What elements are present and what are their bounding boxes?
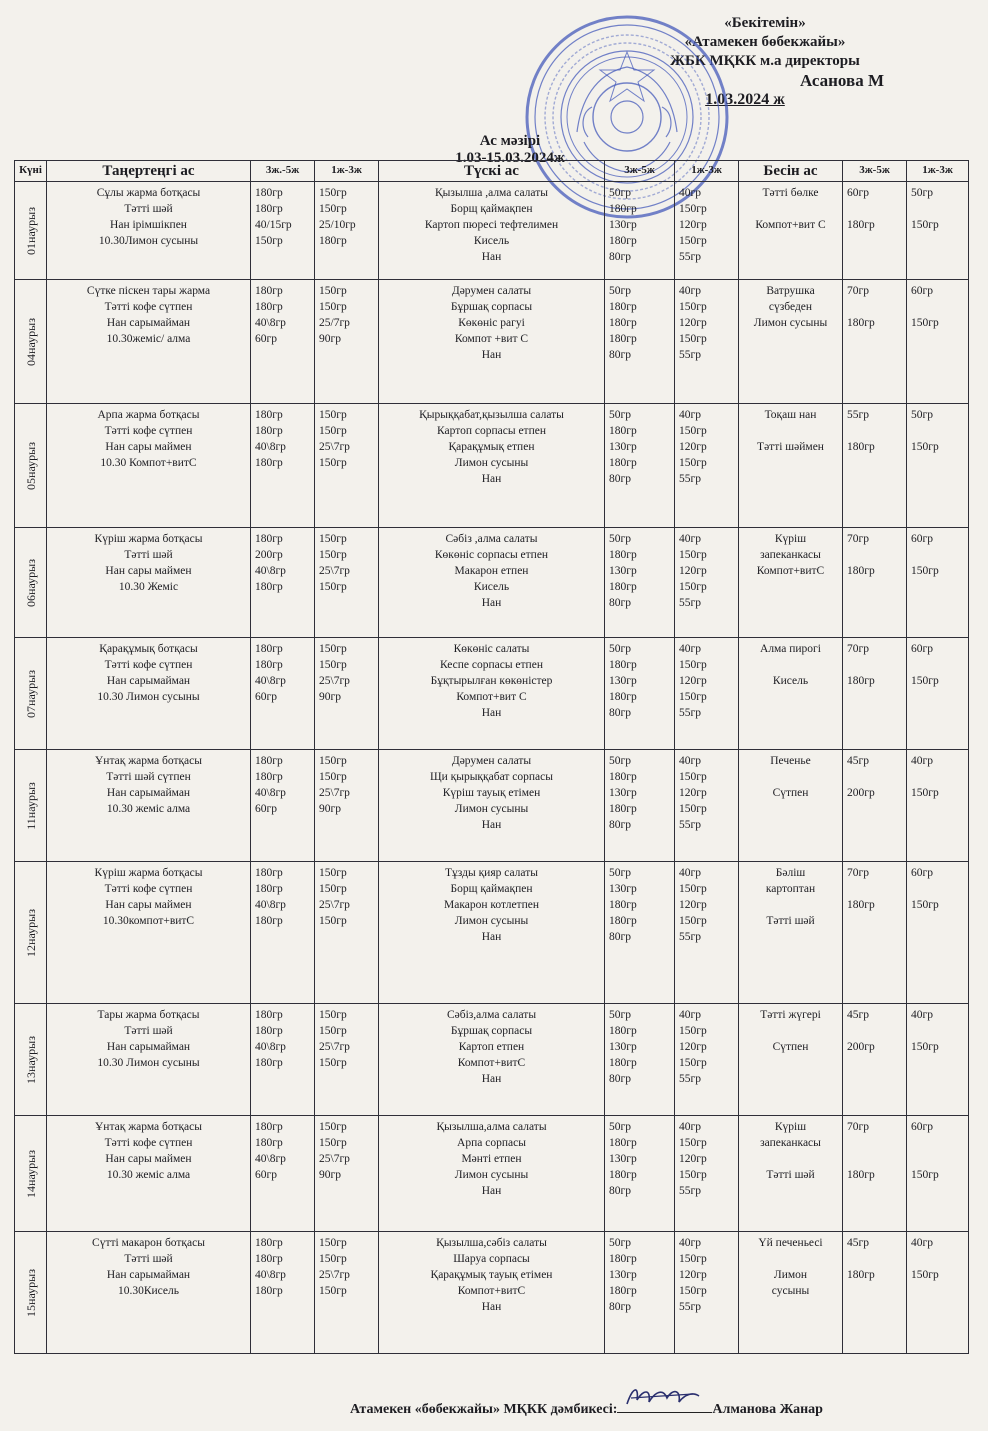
day-label: 04наурыз [23,317,38,366]
breakfast-qty-b: 150гр 150гр 25/7гр 90гр [315,280,379,404]
approval-line-1: «Бекітемін» [724,15,806,31]
breakfast-cell: Сүтке піскен тары жарма Тәтті кофе сүтпен Нан сарымайман 10.30жеміс/ алма [47,280,251,404]
lunch-cell: Қырыққабат,қызылша салаты Картоп сорпасы етпен Қарақұмық етпен Лимон сусыны Нан [379,404,605,528]
header-breakfast: Таңертеңгі ас [47,161,251,182]
header-row [15,161,969,182]
breakfast-qty-a: 180гр 180гр 40/15гр 150гр [251,182,315,280]
breakfast-qty-a: 180гр 180гр 40\8гр 180гр [251,1232,315,1354]
lunch-qty-b: 40гр 150гр 120гр 150гр 55гр [675,528,739,638]
snack-qty-b: 60гр 150гр [907,280,969,404]
lunch-cell: Сәбіз ,алма салаты Көкөніс сорпасы етпен Макарон етпен Кисель Нан [379,528,605,638]
breakfast-qty-a: 180гр 180гр 40\8гр 60гр [251,638,315,750]
lunch-qty-a: 50гр 180гр 130гр 180гр 80гр [605,528,675,638]
breakfast-cell: Күріш жарма ботқасы Тәтті шәй Нан сары маймен 10.30 Жеміс [47,528,251,638]
snack-qty-a: 45гр 200гр [843,1004,907,1116]
snack-cell: Күріш запеканкасы Тәтті шәй [739,1116,843,1232]
breakfast-qty-b: 150гр 150гр 25/10гр 180гр [315,182,379,280]
breakfast-qty-a: 180гр 180гр 40\8гр 60гр [251,280,315,404]
lunch-cell: Дәрумен салаты Бұршақ сорпасы Көкөніс рагуі Компот +вит С Нан [379,280,605,404]
footer-org: Атамекен «бөбекжайы» МҚКК дәмбикесі: [350,1402,618,1417]
table-row [15,528,969,638]
day-label: 13наурыз [23,1035,38,1084]
day-label: 01наурыз [23,206,38,255]
snack-qty-b: 40гр 150гр [907,750,969,862]
breakfast-qty-a: 180гр 200гр 40\8гр 180гр [251,528,315,638]
lunch-cell: Сәбіз,алма салаты Бұршақ сорпасы Картоп етпен Компот+витС Нан [379,1004,605,1116]
lunch-qty-a: 50гр 180гр 130гр 180гр 80гр [605,1232,675,1354]
day-cell [15,528,47,638]
day-label: 06наурыз [23,558,38,607]
lunch-qty-b: 40гр 150гр 120гр 150гр 55гр [675,280,739,404]
breakfast-qty-a: 180гр 180гр 40\8гр 180гр [251,404,315,528]
breakfast-cell: Ұнтақ жарма ботқасы Тәтті шәй сүтпен Нан сарымайман 10.30 жеміс алма [47,750,251,862]
breakfast-cell: Қарақұмық ботқасы Тәтті кофе сүтпен Нан сарымайман 10.30 Лимон сусыны [47,638,251,750]
breakfast-qty-a: 180гр 180гр 40\8гр 60гр [251,1116,315,1232]
title-line-1: Ас мәзірі [479,133,541,149]
header-qty-f: 1ж-3ж [907,161,969,182]
lunch-qty-b: 40гр 150гр 120гр 150гр 55гр [675,404,739,528]
snack-qty-a: 70гр 180гр [843,528,907,638]
signature-line [617,1398,712,1413]
table-row [15,182,969,280]
table-row [15,404,969,528]
breakfast-qty-b: 150гр 150гр 25\7гр 90гр [315,750,379,862]
approval-name: Асанова М [800,71,884,90]
table-row [15,1232,969,1354]
table-row [15,1004,969,1116]
day-cell [15,280,47,404]
breakfast-qty-b: 150гр 150гр 25\7гр 90гр [315,638,379,750]
lunch-qty-a: 50гр 180гр 130гр 180гр 80гр [605,182,675,280]
snack-qty-b: 40гр 150гр [907,1004,969,1116]
day-label: 14наурыз [23,1149,38,1198]
footer-signature [350,1398,910,1418]
snack-qty-b: 60гр 150гр [907,1116,969,1232]
lunch-qty-a: 50гр 180гр 180гр 180гр 80гр [605,280,675,404]
header-qty-e: 3ж-5ж [843,161,907,182]
header-qty-c: 3ж-5ж [605,161,675,182]
breakfast-qty-b: 150гр 150гр 25\7гр 90гр [315,1116,379,1232]
snack-qty-a: 55гр 180гр [843,404,907,528]
snack-qty-a: 60гр 180гр [843,182,907,280]
header-qty-d: 1ж-3ж [675,161,739,182]
snack-qty-a: 70гр 180гр [843,862,907,1004]
snack-cell: Тоқаш нан Тәтті шәймен [739,404,843,528]
day-label: 12наурыз [23,908,38,957]
lunch-qty-b: 40гр 150гр 120гр 150гр 55гр [675,1116,739,1232]
snack-cell: Бәліш картоптан Тәтті шәй [739,862,843,1004]
snack-qty-a: 70гр 180гр [843,1116,907,1232]
breakfast-qty-a: 180гр 180гр 40\8гр 60гр [251,750,315,862]
breakfast-cell: Тары жарма ботқасы Тәтті шәй Нан сарымайман 10.30 Лимон сусыны [47,1004,251,1116]
approval-line-2: «Атамекен бөбекжайы» [684,34,846,50]
table-row [15,1116,969,1232]
lunch-qty-b: 40гр 150гр 120гр 150гр 55гр [675,862,739,1004]
day-cell [15,1232,47,1354]
header-day: Күні [15,161,47,182]
snack-qty-b: 60гр 150гр [907,862,969,1004]
breakfast-qty-b: 150гр 150гр 25\7гр 150гр [315,1004,379,1116]
lunch-qty-a: 50гр 130гр 180гр 180гр 80гр [605,862,675,1004]
menu-table [14,160,969,1354]
lunch-qty-a: 50гр 180гр 130гр 180гр 80гр [605,750,675,862]
lunch-cell: Қызылша ,алма салаты Борщ қаймақпен Картоп пюресі тефтелимен Кисель Нан [379,182,605,280]
snack-qty-b: 60гр 150гр [907,528,969,638]
breakfast-qty-b: 150гр 150гр 25\7гр 150гр [315,404,379,528]
day-cell [15,638,47,750]
table-row [15,862,969,1004]
breakfast-qty-b: 150гр 150гр 25\7гр 150гр [315,1232,379,1354]
snack-qty-b: 60гр 150гр [907,638,969,750]
table-row [15,750,969,862]
lunch-qty-a: 50гр 180гр 130гр 180гр 80гр [605,404,675,528]
lunch-qty-b: 40гр 150гр 120гр 150гр 55гр [675,1232,739,1354]
snack-qty-a: 45гр 200гр [843,750,907,862]
snack-qty-b: 50гр 150гр [907,404,969,528]
snack-cell: Ватрушка сүзбеден Лимон сусыны [739,280,843,404]
approval-line-3: ЖБК МҚКК м.а директоры [670,53,860,69]
snack-qty-b: 40гр 150гр [907,1232,969,1354]
breakfast-cell: Ұнтақ жарма ботқасы Тәтті кофе сүтпен Нан сары маймен 10.30 жеміс алма [47,1116,251,1232]
day-label: 11наурыз [23,781,38,830]
table-row [15,280,969,404]
lunch-qty-a: 50гр 180гр 130гр 180гр 80гр [605,638,675,750]
header-qty-b: 1ж-3ж [315,161,379,182]
snack-cell: Алма пирогі Кисель [739,638,843,750]
lunch-qty-b: 40гр 150гр 120гр 150гр 55гр [675,1004,739,1116]
snack-cell: Тәтті жүгері Сүтпен [739,1004,843,1116]
snack-cell: Күріш запеканкасы Компот+витС [739,528,843,638]
lunch-qty-b: 40гр 150гр 120гр 150гр 55гр [675,638,739,750]
lunch-cell: Көкөніс салаты Кеспе сорпасы етпен Бұқтырылған көкөністер Компот+вит С Нан [379,638,605,750]
snack-cell: Үй печеньесі Лимон сусыны [739,1232,843,1354]
breakfast-qty-a: 180гр 180гр 40\8гр 180гр [251,1004,315,1116]
breakfast-qty-b: 150гр 150гр 25\7гр 150гр [315,528,379,638]
lunch-qty-b: 40гр 150гр 120гр 150гр 55гр [675,750,739,862]
breakfast-cell: Арпа жарма ботқасы Тәтті кофе сүтпен Нан сары маймен 10.30 Компот+витС [47,404,251,528]
snack-cell: Тәтті бөлке Компот+вит С [739,182,843,280]
day-cell [15,750,47,862]
lunch-qty-a: 50гр 180гр 130гр 180гр 80гр [605,1004,675,1116]
breakfast-cell: Күріш жарма ботқасы Тәтті кофе сүтпен Нан сары маймен 10.30компот+витС [47,862,251,1004]
lunch-qty-b: 40гр 150гр 120гр 150гр 55гр [675,182,739,280]
lunch-qty-a: 50гр 180гр 130гр 180гр 80гр [605,1116,675,1232]
breakfast-cell: Сұлы жарма ботқасы Тәтті шәй Нан ірімшікпен 10.30Лимон сусыны [47,182,251,280]
breakfast-cell: Сүтті макарон ботқасы Тәтті шәй Нан сарымайман 10.30Кисель [47,1232,251,1354]
day-cell [15,1116,47,1232]
snack-qty-a: 70гр 180гр [843,638,907,750]
table-row [15,638,969,750]
day-label: 05наурыз [23,441,38,490]
day-label: 07наурыз [23,669,38,718]
lunch-cell: Дәрумен салаты Щи қырыққабат сорпасы Күріш тауық етімен Лимон сусыны Нан [379,750,605,862]
lunch-cell: Қызылша,алма салаты Арпа сорпасы Мәнті етпен Лимон сусыны Нан [379,1116,605,1232]
snack-qty-b: 50гр 150гр [907,182,969,280]
day-cell [15,404,47,528]
lunch-cell: Қызылша,сәбіз салаты Шаруа сорпасы Қарақұмық тауық етімен Компот+витС Нан [379,1232,605,1354]
breakfast-qty-a: 180гр 180гр 40\8гр 180гр [251,862,315,1004]
snack-qty-a: 70гр 180гр [843,280,907,404]
day-label: 15наурыз [23,1268,38,1317]
snack-cell: Печенье Сүтпен [739,750,843,862]
footer-name: Алманова Жанар [712,1402,823,1417]
breakfast-qty-b: 150гр 150гр 25\7гр 150гр [315,862,379,1004]
title-line-2: 1.03-15.03.2024ж [455,150,565,166]
lunch-cell: Тұзды қияр салаты Борщ қаймақпен Макарон котлетпен Лимон сусыны Нан [379,862,605,1004]
header-lunch: Түскі ас [379,161,605,182]
approval-date: 1.03.2024 ж [705,91,785,108]
day-cell [15,862,47,1004]
snack-qty-a: 45гр 180гр [843,1232,907,1354]
day-cell [15,1004,47,1116]
header-snack: Бесін ас [739,161,843,182]
header-qty-a: 3ж.-5ж [251,161,315,182]
handwritten-signature-icon [623,1382,703,1412]
day-cell [15,182,47,280]
